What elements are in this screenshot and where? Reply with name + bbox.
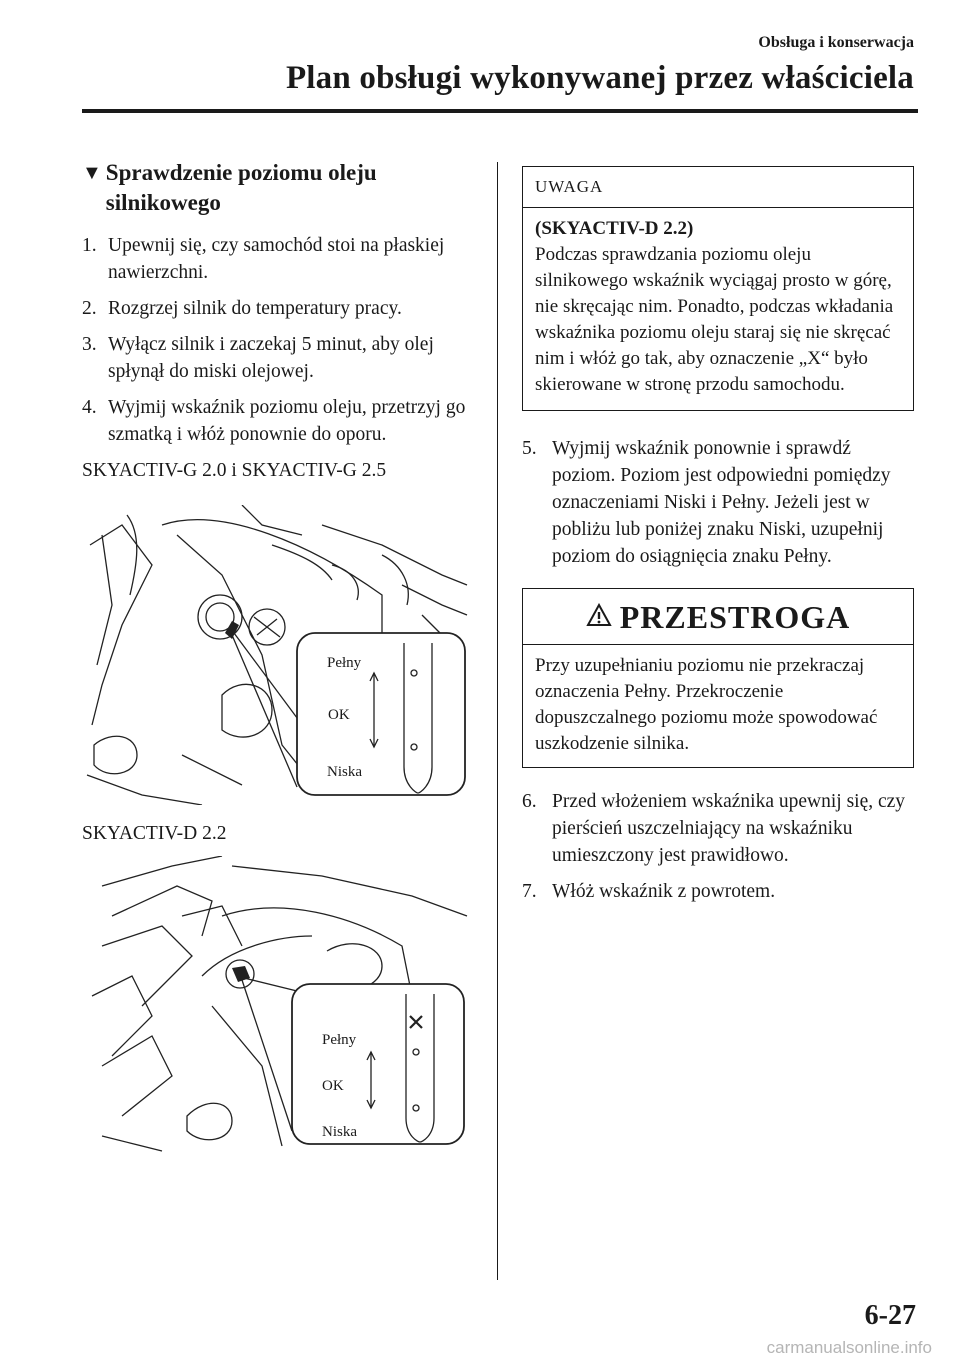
step-number: 7. [522,881,537,902]
header-rule [82,109,918,113]
variant-label-gasoline: SKYACTIV-G 2.0 i SKYACTIV-G 2.5 [82,460,387,481]
step-text: Wyjmij wskaźnik poziomu oleju, przetrzyj go szmatką i włóż ponownie do oporu. [108,397,466,445]
section-title-line2: silnikowego [105,190,221,215]
step-number: 4. [82,397,97,418]
step-item [82,394,468,448]
step-item [82,331,468,385]
steps-list-left [82,232,468,448]
note-heading: UWAGA [523,167,913,208]
step-number: 3. [82,334,97,355]
right-column [522,166,914,914]
step-text: Upewnij się, czy samochód stoi na płaskiej nawierzchni. [108,235,445,283]
left-column [82,158,468,484]
step-number: 1. [82,235,97,256]
note-subheading: (SKYACTIV-D 2.2) [535,218,694,239]
header-section: Obsługa i konserwacja [758,34,914,51]
figure-d-label-low: Niska [322,1124,357,1140]
step-number: 2. [82,298,97,319]
step-item [82,232,468,286]
step-text: Rozgrzej silnik do temperatury pracy. [108,298,402,319]
step-number: 5. [522,438,537,459]
step-text: Włóż wskaźnik z powrotem. [552,881,776,902]
figure-g-label-ok: OK [328,707,350,723]
engine-dipstick-figure-diesel [82,856,472,1156]
section-title [82,158,468,218]
step-item [522,435,914,570]
step-item [522,878,914,905]
note-body: Podczas sprawdzania poziomu oleju silnikowego wskaźnik wyciągaj prosto w górę, nie skręcając nim. Ponadto, podczas wkładania wskaźnika poziomu oleju staraj się nie skręcać nim i włóż go tak, aby oznaczenie „X“ było skierowane w stronę przodu samochodu. [535,244,894,395]
caution-body: Przy uzupełnianiu poziomu nie przekraczaj oznaczenia Pełny. Przekroczenie dopuszczalnego poziomu może spowodować uszkodzenie silnika. [535,655,878,754]
page-title: Plan obsługi wykonywanej przez właściciela [285,60,914,96]
step-text: Przed włożeniem wskaźnika upewnij się, czy pierścień uszczelniający na wskaźniku umieszczony jest prawidłowo. [552,791,906,866]
step-text: Wyłącz silnik i zaczekaj 5 minut, aby olej spłynął do miski olejowej. [108,334,434,382]
caution-box [522,588,914,768]
warning-triangle-icon [586,603,612,632]
engine-dipstick-figure-gasoline [82,505,472,805]
caution-heading: PRZESTROGA [619,599,851,635]
step-item [82,295,468,322]
page-number: 6-27 [864,1300,916,1331]
steps-list-right-a [522,435,914,570]
step-item [522,788,914,869]
step-number: 6. [522,791,537,812]
watermark: carmanualsonline.info [766,1338,932,1357]
column-divider [497,162,498,1280]
figure-g-label-full: Pełny [327,655,362,671]
figure-d-label-ok: OK [322,1078,344,1094]
note-box [522,166,914,411]
variant-label-diesel: SKYACTIV-D 2.2 [82,823,227,844]
triangle-down-icon: ▼ [82,162,102,184]
figure-d-label-full: Pełny [322,1032,357,1048]
steps-list-right-b [522,788,914,905]
step-text: Wyjmij wskaźnik ponownie i sprawdź poziom. Poziom jest odpowiedni pomiędzy oznaczeniami Niski i Pełny. Jeżeli jest w pobliżu lub poniżej znaku Niski, uzupełnij poziom do osiągnięcia znaku Pełny. [552,438,891,567]
section-title-line1: Sprawdzenie poziomu oleju [105,160,377,185]
figure-g-label-low: Niska [327,764,362,780]
